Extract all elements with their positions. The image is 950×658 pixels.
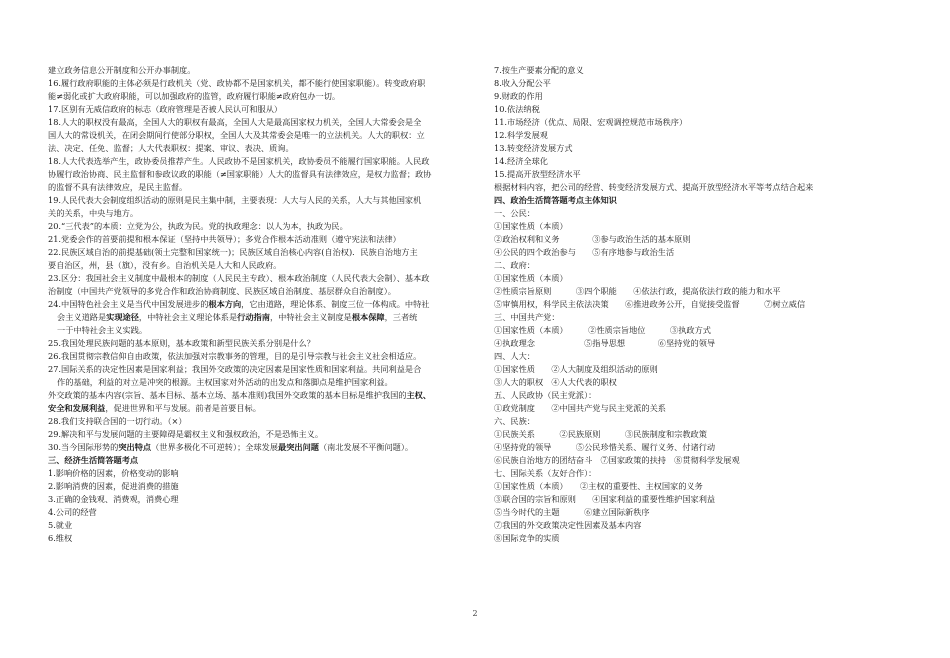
text-line <box>48 402 456 415</box>
text-run: 外交政策的基本内容(宗旨、基本目标、基本立场、基本准则)我国外交政策的基本目标是维护我国的 <box>48 390 407 400</box>
text-run: 会主义道路是 <box>57 312 107 322</box>
text-run: 23.区分：我国社会主义制度中最根本的制度（人民民主专政）、根本政治制度（人民代表大会制）、基本政 <box>48 273 430 283</box>
text-run: ，它由道路，理论体系、制度三位一体构成。中特社 <box>241 299 430 309</box>
text-run: 3.正确的金钱观、消费观，消费心理 <box>48 494 179 504</box>
text-line <box>494 350 906 363</box>
text-run: 10.依法纳税 <box>494 104 540 114</box>
text-line <box>48 155 456 168</box>
text-line <box>48 272 456 285</box>
text-run: 28.我们支持联合国的一切行动。（×） <box>48 416 187 426</box>
text-line <box>494 311 906 324</box>
text-run: 三、中国共产党： <box>494 312 560 322</box>
text-run: 四、政治生活简答题考点主体知识 <box>494 195 617 205</box>
text-line <box>48 181 456 194</box>
text-run: 22.民族区域自治的前提基础(领土完整和国家统一)；民族区域自治核心内容(自治权)．民族自治地方主 <box>48 247 418 257</box>
text-line <box>48 467 456 480</box>
text-run: 能≠弱化或扩大政府职能，可以加强政府的监管，政府履行职能≠政府包办一切。 <box>48 91 341 101</box>
text-run: （世界多极化不可逆转）；全球发展 <box>151 442 279 452</box>
text-run: 协履行政治协商、民主监督和参政议政的职能（≠国家职能）人大的监督具有法律效应，是权力监督；政协 <box>48 169 432 179</box>
text-line <box>494 519 906 532</box>
text-run: ①国家性质 ②人大制度及组织活动的原则 <box>494 364 658 374</box>
text-line <box>48 77 456 90</box>
left-column <box>48 64 456 545</box>
text-line <box>48 337 456 350</box>
text-run: 七、国际关系（友好合作）： <box>494 468 597 478</box>
text-run: ②性质宗旨原则 ③四个职能 ④依法行政，提高依法行政的能力和水平 <box>494 286 781 296</box>
text-line <box>494 155 906 168</box>
bold-phrase: 突出特点 <box>118 442 152 452</box>
section-heading <box>494 194 906 207</box>
text-line <box>494 454 906 467</box>
text-run: ①国家性质（本质） <box>494 221 568 231</box>
page-number: 2 <box>472 609 478 618</box>
text-run: 根据材料内容，把公司的经营、转变经济发展方式、提高开放型经济水平等考点结合起来 <box>494 182 814 192</box>
text-run: ④坚持党的领导 ⑤公民珍惜关系、履行义务、付诸行动 <box>494 442 716 452</box>
text-run: 9.财政的作用 <box>494 91 543 101</box>
text-line <box>48 350 456 363</box>
text-run: ①国家性质（本质） ②性质宗旨地位 ③执政方式 <box>494 325 711 335</box>
text-run: ⑦我国的外交政策决定性因素及基本内容 <box>494 520 642 530</box>
text-line <box>494 402 906 415</box>
text-run: 29.解决和平与发展问题的主要障碍是霸权主义和强权政治，不是恐怖主义。 <box>48 429 324 439</box>
text-line <box>48 493 456 506</box>
text-run: 21.党委会作的首要前提和根本保证（坚持中共领导）；多党合作根本活动准则（遵守宪法和法律） <box>48 234 401 244</box>
text-line <box>48 168 456 181</box>
text-run: 20.“三代表”的本质：立党为公，执政为民。党的执政理念：以人为本，执政为民。 <box>48 221 348 231</box>
text-line <box>48 324 456 337</box>
text-line <box>48 129 456 142</box>
text-run: ⑥民族自治地方的团结奋斗 ⑦国家政策的扶持 ⑧贯彻科学发展观 <box>494 455 740 465</box>
text-line <box>48 246 456 259</box>
bold-phrase: 实现途径 <box>106 312 139 322</box>
text-run: （南北发展不平衡问题）。 <box>318 442 414 452</box>
text-line <box>48 441 456 454</box>
text-run: 四、人大： <box>494 351 535 361</box>
bold-phrase: 安全和发展利益 <box>48 403 106 413</box>
text-run: 关的关系，中央与地方。 <box>48 208 139 218</box>
text-run: 的监督不具有法律效应，是民主监督。 <box>48 182 188 192</box>
text-line <box>48 311 456 324</box>
text-line <box>48 532 456 545</box>
text-run: ⑧国际竞争的实质 <box>494 533 560 543</box>
text-run: 25.我国处理民族问题的基本原则，基本政策和新型民族关系分别是什么？ <box>48 338 315 348</box>
text-line <box>48 376 456 389</box>
text-run: ①民族关系 ②民族原则 ③民族制度和宗教政策 <box>494 429 707 439</box>
right-column <box>494 64 906 545</box>
text-run: ，中特社会主义制度是 <box>269 312 352 322</box>
text-line <box>48 285 456 298</box>
text-line <box>48 233 456 246</box>
bold-phrase: 最突出问题 <box>278 442 319 452</box>
section-heading <box>48 454 456 467</box>
text-run: 17.区别有无威信政府的标志（政府管理是否被人民认可和服从） <box>48 104 283 114</box>
text-line <box>48 194 456 207</box>
text-run: 五、人民政协（民主党派）： <box>494 390 597 400</box>
text-line <box>494 376 906 389</box>
text-run: ①国家性质（本质） <box>494 273 568 283</box>
text-line <box>48 64 456 77</box>
text-run: ①国家性质（本质） ②主权的重要性、主权国家的义务 <box>494 481 703 491</box>
text-line <box>494 142 906 155</box>
text-run: 三、经济生活简答题考点 <box>48 455 139 465</box>
text-line <box>48 363 456 376</box>
text-line <box>48 116 456 129</box>
text-run: 2.影响消费的因素，促进消费的措施 <box>48 481 179 491</box>
text-line <box>48 220 456 233</box>
text-line <box>48 142 456 155</box>
text-run: 8.收入分配公平 <box>494 78 551 88</box>
text-run: 13.转变经济发展方式 <box>494 143 573 153</box>
text-line <box>494 415 906 428</box>
text-run: 5.就业 <box>48 520 73 530</box>
text-run: 作的基础，利益的对立是冲突的根源。主权国家对外活动的出发点和落脚点是维护国家利益。 <box>57 377 393 387</box>
text-line <box>48 415 456 428</box>
text-line <box>48 103 456 116</box>
text-line <box>494 389 906 402</box>
text-run: 15.提高开放型经济水平 <box>494 169 581 179</box>
text-line <box>48 298 456 311</box>
text-line <box>494 64 906 77</box>
text-run: 要自治区，州，县（旗），没有乡。自治机关是人大和人民政府。 <box>48 260 282 270</box>
text-line <box>494 129 906 142</box>
text-line <box>494 480 906 493</box>
text-line <box>48 480 456 493</box>
text-line <box>494 207 906 220</box>
text-line <box>494 259 906 272</box>
text-line <box>494 90 906 103</box>
text-run: 六、民族： <box>494 416 535 426</box>
text-line <box>494 220 906 233</box>
text-run: 二、政府： <box>494 260 535 270</box>
text-line <box>48 519 456 532</box>
text-run: ③人大的职权 ④人大代表的职权 <box>494 377 617 387</box>
text-run: 4.公司的经营 <box>48 507 97 517</box>
text-line <box>494 441 906 454</box>
text-line <box>48 259 456 272</box>
text-run: ⑤审慎用权，科学民主依法决策 ⑥推进政务公开，自觉接受监督 ⑦树立威信 <box>494 299 806 309</box>
text-line <box>494 272 906 285</box>
text-line <box>494 103 906 116</box>
text-line <box>494 168 906 181</box>
text-line <box>48 428 456 441</box>
text-line <box>494 337 906 350</box>
text-line <box>494 428 906 441</box>
text-run: ①政党制度 ②中国共产党与民主党派的关系 <box>494 403 666 413</box>
text-line <box>494 285 906 298</box>
bold-phrase: 根本保障 <box>351 312 385 322</box>
text-run: ⑤当今时代的主题 ⑥建立国际新秩序 <box>494 507 650 517</box>
text-run: 1.影响价格的因素，价格变动的影响 <box>48 468 179 478</box>
text-run: 19.人民代表大会制度组织活动的原则是民主集中制，主要表现：人大与人民的关系，人大与其他国家机 <box>48 195 422 205</box>
text-line <box>494 116 906 129</box>
bold-phrase: 根本方向 <box>208 299 242 309</box>
text-run: ，三者统 <box>384 312 418 322</box>
text-line <box>494 77 906 90</box>
text-line <box>494 506 906 519</box>
bold-phrase: 行动指南 <box>237 312 270 322</box>
text-run: 18.人大代表选举产生，政协委员推荐产生。人民政协不是国家机关，政协委员不能履行国家职能。人民政 <box>48 156 430 166</box>
text-run: 一于中特社会主义实践。 <box>57 325 148 335</box>
text-run: ，促进世界和平与发展。前者是首要目标。 <box>105 403 261 413</box>
text-run: 14.经济全球化 <box>494 156 548 166</box>
text-run: ④公民的四个政治参与 ⑤有序地参与政治生活 <box>494 247 675 257</box>
text-run: 6.维权 <box>48 533 73 543</box>
text-line <box>48 506 456 519</box>
text-run: 27.国际关系的决定性因素是国家利益；我国外交政策的决定因素是国家性质和国家利益。共同利益是合 <box>48 364 422 374</box>
text-run: ，中特社会主义理论体系是 <box>138 312 238 322</box>
text-run: 治制度（中国共产党领导的多党合作和政治协商制度、民族区域自治制度、基层群众自治制度）。 <box>48 286 396 296</box>
text-run: ③联合国的宗旨和原则 ④国家利益的重要性维护国家利益 <box>494 494 716 504</box>
text-line <box>48 389 456 402</box>
text-run: 18.人大的职权没有最高，全国人大的职权有最高，全国人大是最高国家权力机关，全国人大常委会是全 <box>48 117 422 127</box>
text-line <box>494 363 906 376</box>
text-run: ④执政理念 ⑤指导思想 ⑥坚持党的领导 <box>494 338 716 348</box>
text-run: 建立政务信息公开制度和公开办事制度。 <box>48 65 196 75</box>
text-line <box>48 90 456 103</box>
text-run: 国人大的常设机关，在闭会期间行使部分职权，全国人大及其常委会是唯一的立法机关。人大的职权：立 <box>48 130 425 140</box>
text-run: 26.我国贯彻宗教信仰自由政策，依法加强对宗教事务的管理，目的是引导宗教与社会主义社会相适应。 <box>48 351 422 361</box>
text-line <box>494 467 906 480</box>
text-run: 11.市场经济（优点、局限、宏观调控规范市场秩序） <box>494 117 688 127</box>
text-run: 一、公民： <box>494 208 535 218</box>
text-line <box>494 493 906 506</box>
text-run: 12.科学发展观 <box>494 130 548 140</box>
text-line <box>48 207 456 220</box>
text-line <box>494 324 906 337</box>
text-line <box>494 532 906 545</box>
text-run: 24.中国特色社会主义是当代中国发展进步的 <box>48 299 209 309</box>
text-run: 30.当今国际形势的 <box>48 442 119 452</box>
text-line <box>494 298 906 311</box>
text-line <box>494 181 906 194</box>
text-line <box>494 246 906 259</box>
text-run: 16.履行政府职能的主体必须是行政机关（党、政协都不是国家机关，都不能行使国家职能）。转变政府职 <box>48 78 426 88</box>
text-run: 7.按生产要素分配的意义 <box>494 65 584 75</box>
bold-phrase: 主权、 <box>406 390 432 400</box>
text-run: ②政治权利和义务 ③参与政治生活的基本原则 <box>494 234 691 244</box>
text-line <box>494 233 906 246</box>
text-run: 法、决定、任免、监督；人大代表职权：提案、审议、表决、质询。 <box>48 143 294 153</box>
